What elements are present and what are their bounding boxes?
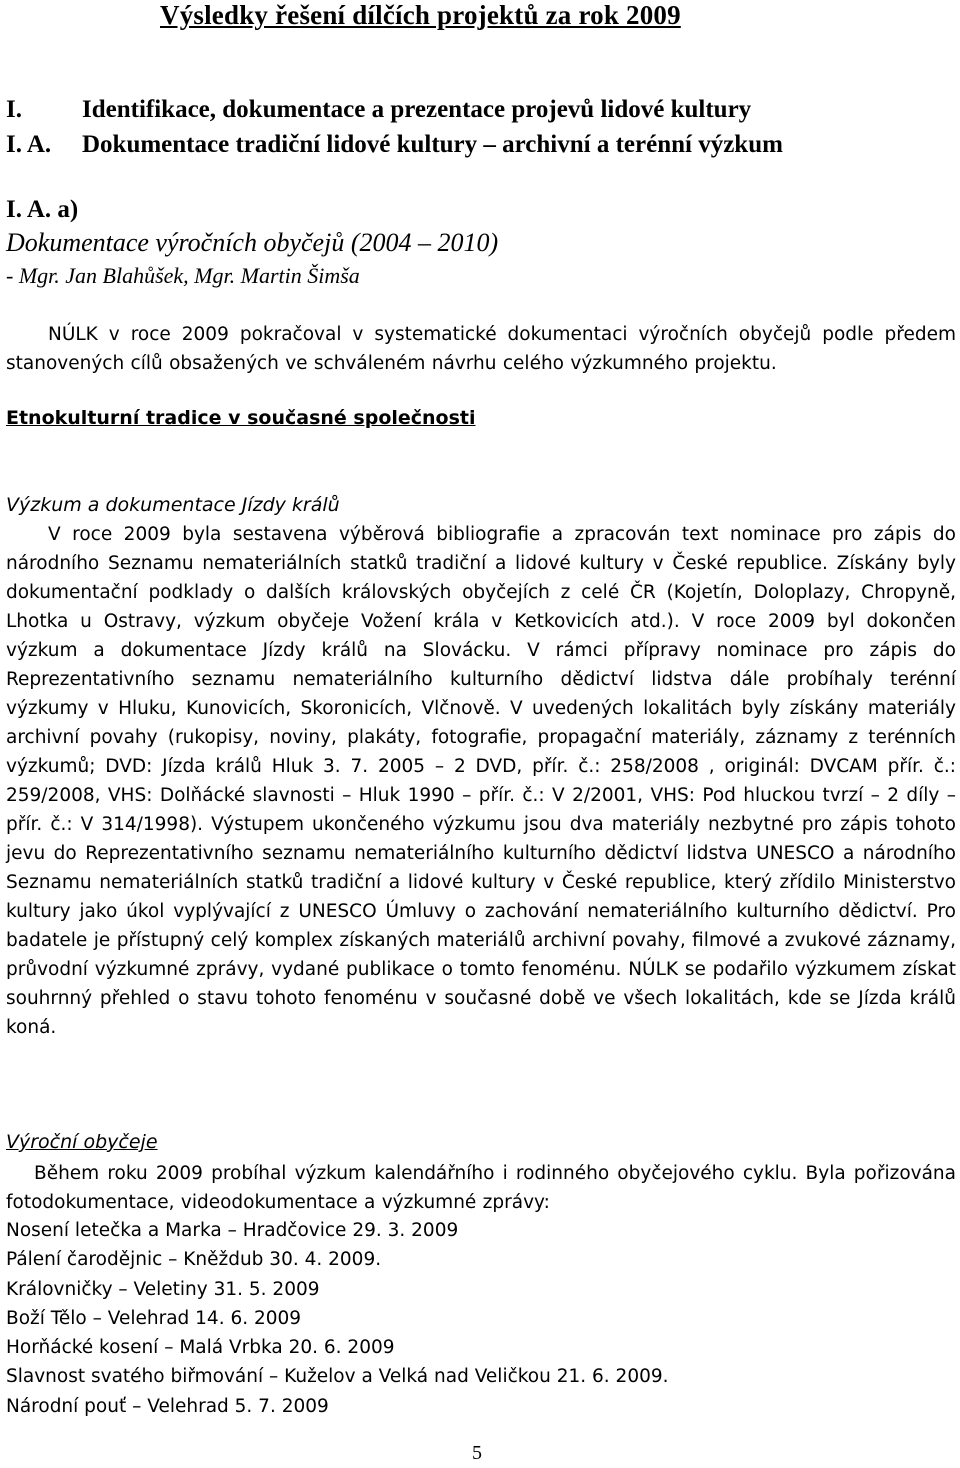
event-item: Slavnost svatého biřmování – Kuželov a Velká nad Veličkou 21. 6. 2009. (6, 1366, 669, 1388)
jizda-paragraph: V roce 2009 byla sestavena výběrová bibliografie a zpracován text nominace pro zápis do národního Seznamu nemateriálních statků tradiční a lidové kultury v České republice. Získány byly dokumentační podklady o dalších královských obyčejích z celé ČR (Kojetín, Doloplazy, Chropyně, Lhotka u Ostravy, výzkum obyčeje Vožení krála v Ketkovicích atd.). V roce 2009 byl dokončen výzkum a dokumentace Jízdy králů na Slovácku. V rámci přípravy nominace pro zápis do Reprezentativního seznamu nemateriálního kulturního dědictví lidstva dále probíhaly terénní výzkumy v Hluku, Kunovicích, Skoronicích, Vlčnově. V uvedených lokalitách byly získány materiály archivní povahy (rukopisy, noviny, plakáty, fotografie, propagační materiály, záznamy z terénních výzkumů; DVD: Jízda králů Hluk 3. 7. 2005 – 2 DVD, přír. č.: 258/2008 , originál: DVCAM přír. č.: 259/2008, VHS: Dolňácké slavnosti – Hluk 1990 – přír. č.: V 2/2001, VHS: Pod hluckou tvrzí – 2 díly – přír. č.: V 314/1998). Výstupem ukončeného výzkumu jsou dva materiály nezbytné pro zápis tohoto jevu do Reprezentativního seznamu nemateriálního kulturního dědictví lidstva UNESCO a národního Seznamu nemateriálních statků tradiční a lidové kultury v České republice, který zřídilo Ministerstvo kultury jako úkol vyplývající z UNESCO Úmluvy o zachování nemateriálního kulturního dědictví. Pro badatele je přístupný celý komplex získaných materiálů archivní povahy, filmové a zvukové záznamy, průvodní výzkumné zprávy, vydané publikace o tomto fenoménu. NÚLK se podařilo výzkumem získat souhrnný přehled o stavu tohoto fenoménu v současné době ve všech lokalitách, kde se Jízda králů koná. (6, 524, 956, 1038)
vyrocni-paragraph: Během roku 2009 probíhal výzkum kalendářního i rodinného obyčejového cyklu. Byla pořizována fotodokumentace, videodokumentace a výzkumné zprávy: (6, 1163, 956, 1213)
event-item: Pálení čarodějnic – Kněždub 30. 4. 2009. (6, 1249, 382, 1271)
project-authors: - Mgr. Jan Blahůšek, Mgr. Martin Šimša (6, 263, 360, 288)
page-title: Výsledky řešení dílčích projektů za rok 2009 (160, 0, 681, 30)
topic-heading: Etnokulturní tradice v současné společnosti (6, 407, 476, 429)
section-i-heading (6, 96, 751, 124)
section-iaa-heading: I. A. a) (6, 196, 79, 223)
event-item: Boží Tělo – Velehrad 14. 6. 2009 (6, 1307, 302, 1329)
event-item: Nosení letečka a Marka – Hradčovice 29. 3. 2009 (6, 1220, 459, 1241)
section-ia-number: I. A. (6, 131, 52, 158)
section-i-number: I. (6, 96, 22, 123)
intro-paragraph: NÚLK v roce 2009 pokračoval v systematické dokumentaci výročních obyčejů podle předem stanovených cílů obsažených ve schváleném návrhu celého výzkumného projektu. (6, 324, 956, 374)
events-list (6, 1216, 669, 1421)
event-item: Královničky – Veletiny 31. 5. 2009 (6, 1278, 320, 1300)
page-number: 5 (472, 1442, 482, 1464)
subsection-heading-vyrocni: Výroční obyčeje (6, 1131, 158, 1153)
section-ia-text: Dokumentace tradiční lidové kultury – archivní a terénní výzkum (82, 131, 783, 158)
subsection-heading-jizda: Výzkum a dokumentace Jízdy králů (6, 494, 340, 516)
section-i-text: Identifikace, dokumentace a prezentace projevů lidové kultury (82, 96, 752, 123)
project-title: Dokumentace výročních obyčejů (2004 – 2010) (6, 228, 499, 257)
section-ia-heading (6, 131, 783, 159)
event-item: Národní pouť – Velehrad 5. 7. 2009 (6, 1395, 329, 1417)
event-item: Horňácké kosení – Malá Vrbka 20. 6. 2009 (6, 1337, 395, 1359)
